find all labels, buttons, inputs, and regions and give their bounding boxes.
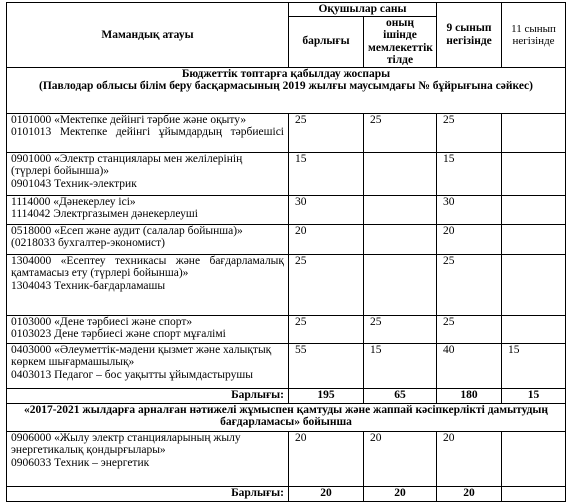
total-value: 25 [289, 254, 364, 315]
state-language-value: 15 [364, 343, 437, 388]
total-header: барлығы [289, 16, 364, 67]
grade11-total: 15 [502, 388, 566, 403]
grade9-total: 20 [437, 486, 502, 501]
state-language-value [364, 254, 437, 315]
specialty-name: 0101000 «Мектепке дейінгі тәрбие және оқыту» 0101013 Мектепке дейінгі ұйымдардың тәрбиешісі [7, 113, 289, 152]
grade9-value: 20 [437, 224, 502, 254]
grade11-value [502, 113, 566, 152]
specialty-name: 0901000 «Электр станциялары мен желілерінің (түрлері бойынша)» 0901043 Техник-электрик [7, 152, 289, 195]
total-label: Барлығы: [7, 486, 289, 501]
state-language-value [364, 152, 437, 195]
grade11-value [502, 152, 566, 195]
specialty-name: 0103000 «Дене тәрбиесі және спорт» 0103023 Дене тәрбиесі және спорт мұғалімі [7, 315, 289, 343]
total-value: 30 [289, 195, 364, 224]
table-row [7, 254, 566, 315]
grade11-value: 15 [502, 343, 566, 388]
total-value: 20 [289, 224, 364, 254]
grade11-total [502, 486, 566, 501]
total-value: 20 [289, 486, 364, 501]
section-title: Бюджеттік топтарға қабылдау жоспары [181, 67, 391, 80]
grade9-value: 25 [437, 315, 502, 343]
specialty-name-header: Мамандық атауы [7, 3, 289, 68]
students-count-header: Оқушылар саны [289, 3, 437, 17]
admission-plan-table [6, 2, 566, 502]
total-value: 25 [289, 315, 364, 343]
total-value: 55 [289, 343, 364, 388]
total-value: 25 [289, 113, 364, 152]
table-row [7, 224, 566, 254]
grade9-total: 180 [437, 388, 502, 403]
state-language-total: 20 [364, 486, 437, 501]
table-row [7, 152, 566, 195]
state-language-value: 25 [364, 315, 437, 343]
table-row [7, 113, 566, 152]
state-language-value [364, 195, 437, 224]
table-row [7, 431, 566, 486]
section-program-header: «2017-2021 жылдарға арналған нәтижелі жұмыспен қамтуды және жаппай кәсіпкерлікті дамытудың бағдарламасы» бойынша [7, 403, 566, 431]
specialty-name: 1114000 «Дәнекерлеу ісі» 1114042 Электргазымен дәнекерлеуші [7, 195, 289, 224]
state-language-value: 20 [364, 431, 437, 486]
table-row [7, 315, 566, 343]
grade9-value: 25 [437, 113, 502, 152]
grade11-value [502, 195, 566, 224]
specialty-name: 1304000 «Есептеу техникасы және бағдарламалық қамтамасыз ету (түрлері бойынша)» 1304043 Техник-бағдарламашы [7, 254, 289, 315]
grade11-value [502, 254, 566, 315]
total-value: 195 [289, 388, 364, 403]
section-budget-header [7, 67, 566, 113]
total-row [7, 388, 566, 403]
table-row [7, 343, 566, 388]
grade9-value: 20 [437, 431, 502, 486]
grade11-value [502, 224, 566, 254]
section-subtitle: (Павлодар облысы білім беру басқармасының 2019 жылғы маусымдағы № бұйрығына сәйкес) [39, 80, 533, 92]
grade9-value: 15 [437, 152, 502, 195]
total-value: 15 [289, 152, 364, 195]
state-language-value: 25 [364, 113, 437, 152]
total-value: 20 [289, 431, 364, 486]
total-label: Барлығы: [7, 388, 289, 403]
grade9-value: 30 [437, 195, 502, 224]
grade11-value [502, 315, 566, 343]
grade11-header: 11 сынып негізінде [502, 3, 566, 68]
state-language-total: 65 [364, 388, 437, 403]
grade9-header: 9 сынып негізінде [437, 3, 502, 68]
grade11-value [502, 431, 566, 486]
grade9-value: 25 [437, 254, 502, 315]
specialty-name: 0403000 «Әлеуметтік-мәдени қызмет және халықтық көркем шығармашылық» 0403013 Педагог – бос уақытты ұйымдастырушы [7, 343, 289, 388]
state-language-header: оның ішінде мемлекеттік тілде [364, 16, 437, 67]
table-row [7, 195, 566, 224]
state-language-value [364, 224, 437, 254]
specialty-name: 0906000 «Жылу электр станцияларының жылу энергетикалық қондырғылары» 0906033 Техник – энергетик [7, 431, 289, 486]
total-row [7, 486, 566, 501]
grade9-value: 40 [437, 343, 502, 388]
specialty-name: 0518000 «Есеп және аудит (салалар бойынша)» (0218033 бухгалтер-экономист) [7, 224, 289, 254]
